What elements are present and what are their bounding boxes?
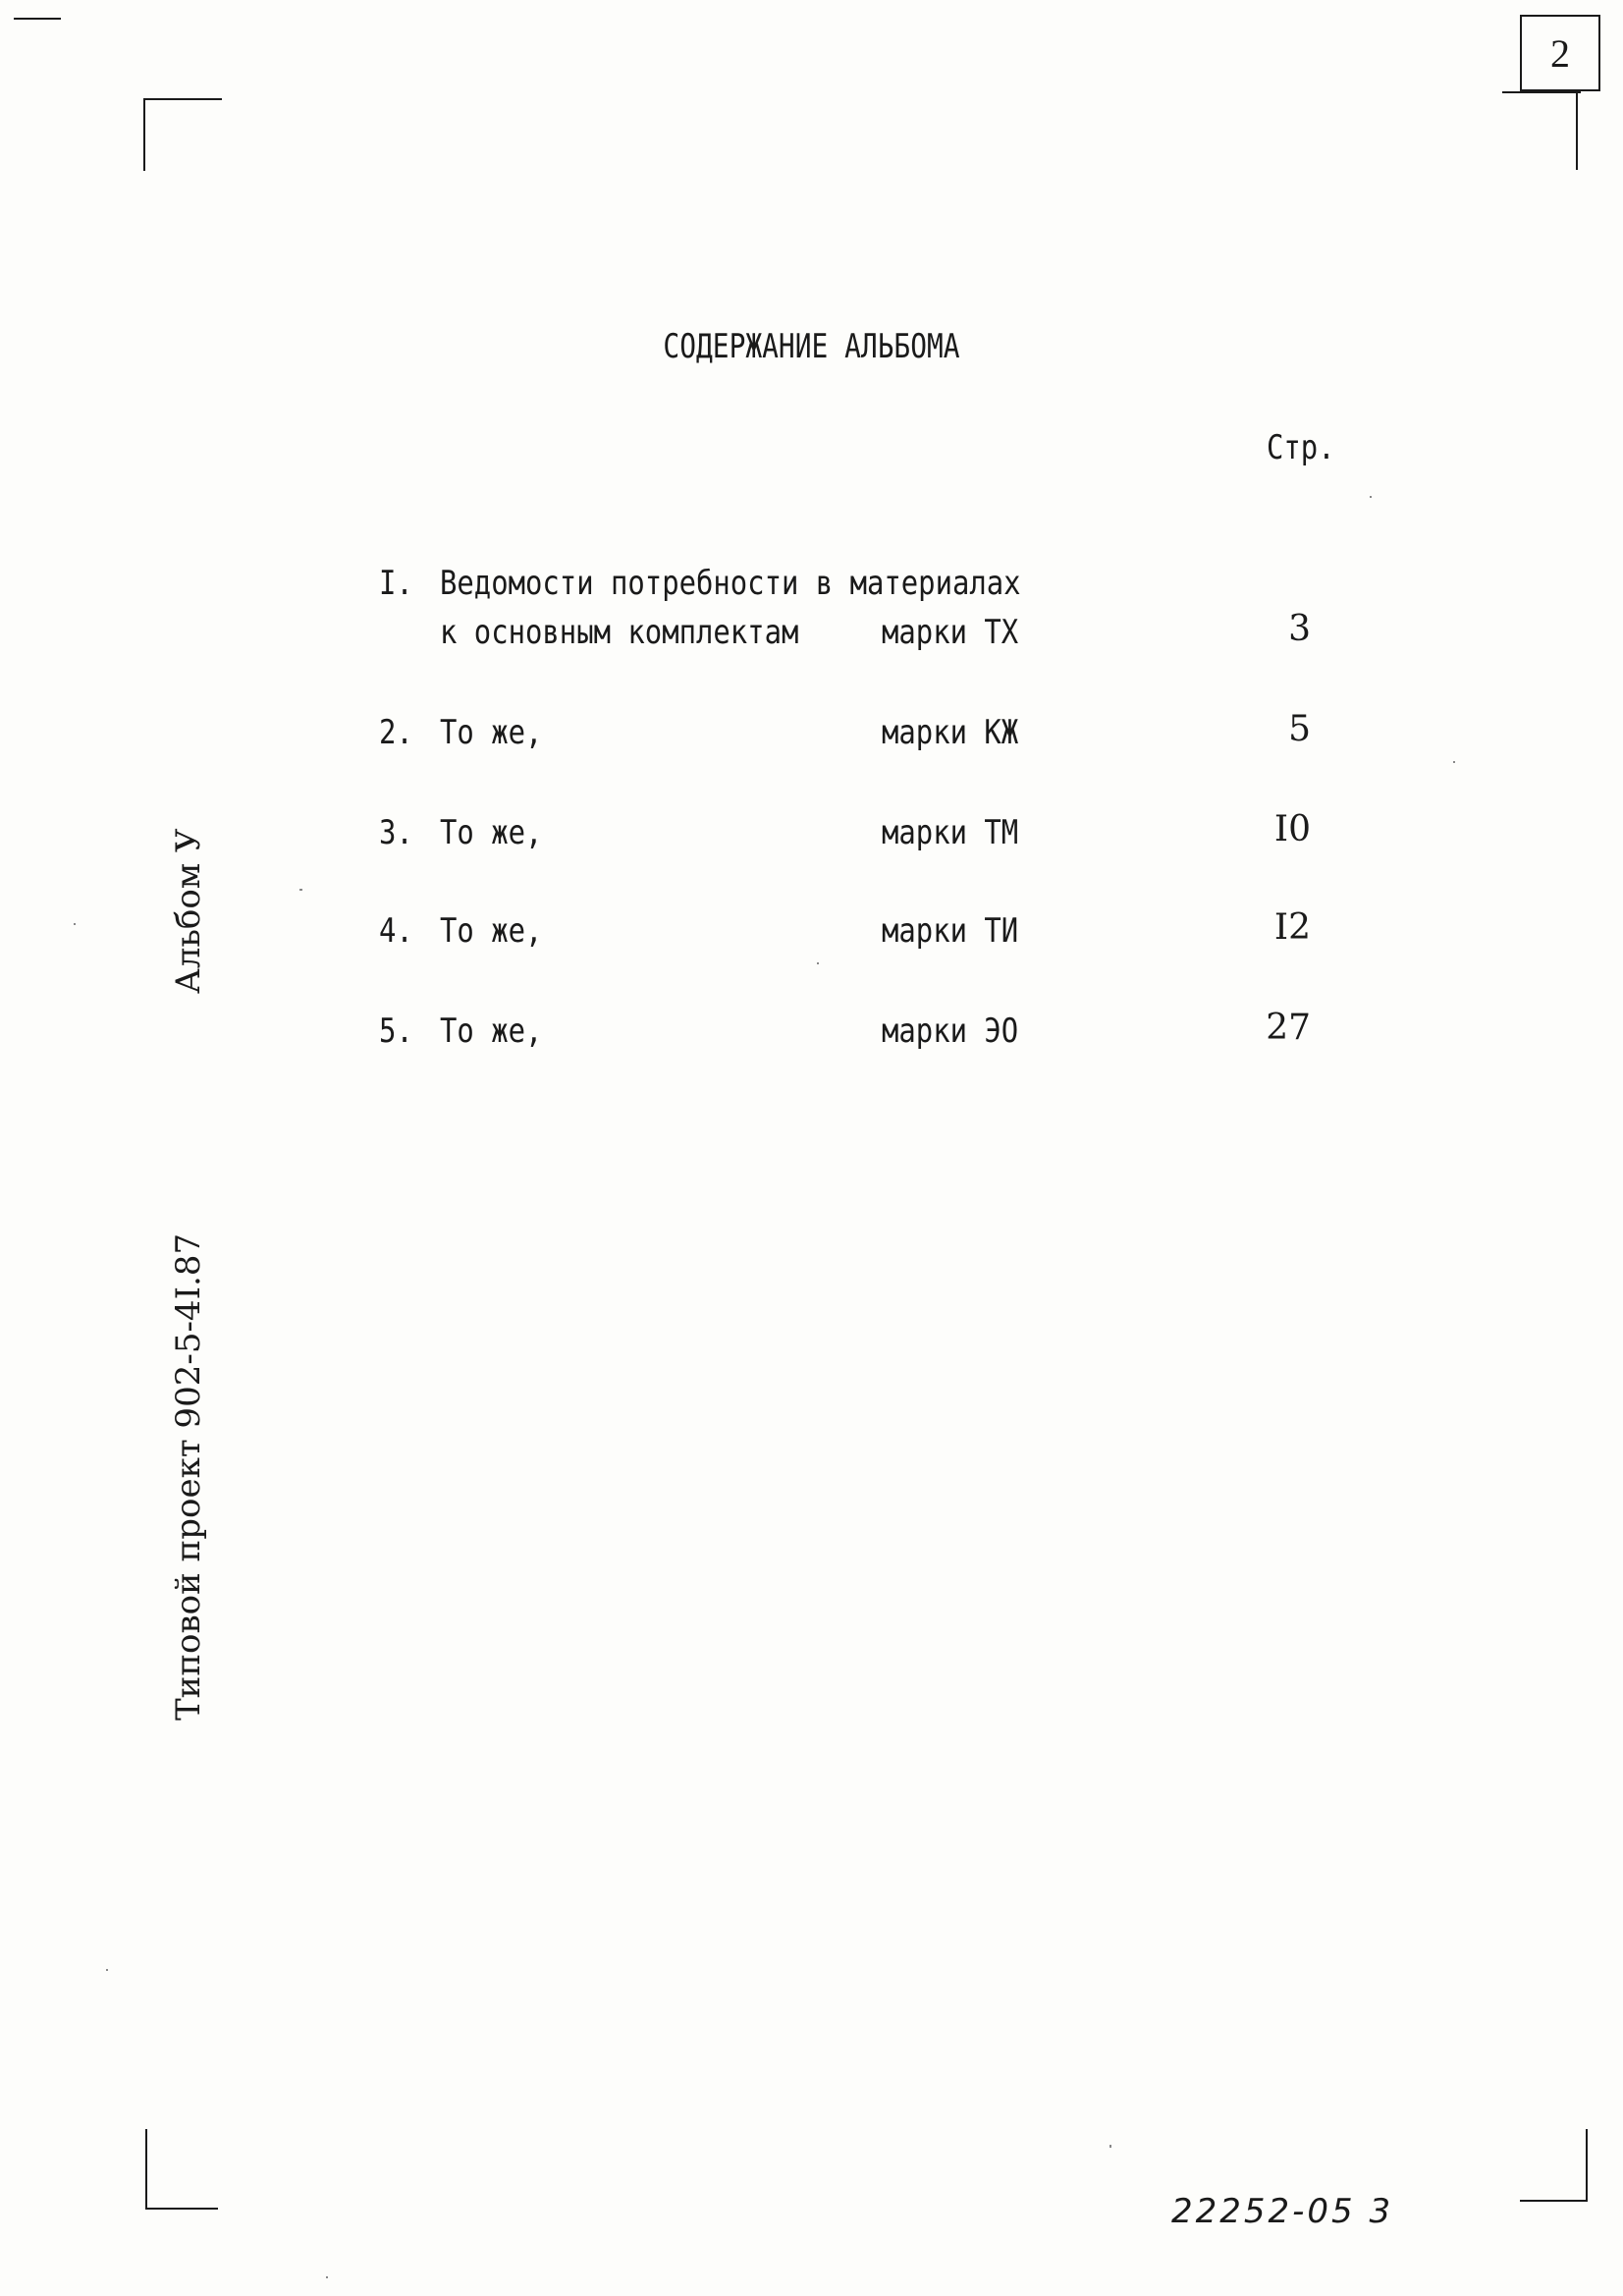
toc-entry-text: То же, [440,813,543,852]
toc-entry-page: 5 [1288,709,1311,749]
toc-entry-page: I0 [1273,809,1311,849]
page-number-box [1520,15,1600,91]
footer-document-code: 22252-05 3 [1171,2192,1394,2231]
toc-entry-text: Ведомости потребности в материалах [440,564,1021,603]
document-title: СОДЕРЖАНИЕ АЛЬБОМА [663,327,960,366]
toc-entry-text: То же, [440,1011,543,1051]
toc-entry-number: I. [379,564,413,603]
corner-dash [14,18,61,20]
toc-entry-mark: марки ТИ [882,911,1019,951]
corner-mark-bottom-left [145,2129,147,2210]
scan-speck [299,889,302,891]
toc-entry-mark: марки КЖ [882,713,1019,752]
toc-entry-number: 4. [379,911,413,951]
page-column-header: Стр. [1267,428,1335,467]
corner-mark-bottom-right [1586,2129,1588,2202]
toc-entry-page: 3 [1288,609,1311,649]
corner-mark-top-right [1576,91,1578,170]
toc-entry-text: То же, [440,713,543,752]
toc-entry-number: 3. [379,813,413,852]
scan-speck [817,962,819,964]
corner-mark-top-left [143,98,145,171]
scan-speck [1109,2145,1111,2148]
toc-entry-page: 27 [1266,1008,1311,1048]
toc-entry-page: I2 [1273,907,1311,948]
side-album-label: Альбом У [169,828,208,994]
corner-mark-top-right [1502,91,1581,93]
page-number: 2 [1550,30,1570,76]
toc-entry-text: к основным комплектам [440,613,799,652]
toc-entry-mark: марки ТХ [882,613,1019,652]
toc-entry-number: 2. [379,713,413,752]
scan-speck [106,1969,108,1971]
toc-entry-mark: марки ТМ [882,813,1019,852]
scan-speck [1453,761,1455,763]
corner-mark-top-left [143,98,222,100]
toc-entry-number: 5. [379,1011,413,1051]
toc-entry-mark: марки ЭО [882,1011,1019,1051]
scan-speck [74,923,76,925]
scan-speck [326,2276,328,2278]
side-project-label: Типовой проект 902-5-4I.87 [169,1232,208,1721]
toc-entry-text: То же, [440,911,543,951]
corner-mark-bottom-right [1520,2200,1588,2202]
scan-speck [1370,496,1372,498]
corner-mark-bottom-left [145,2208,218,2210]
